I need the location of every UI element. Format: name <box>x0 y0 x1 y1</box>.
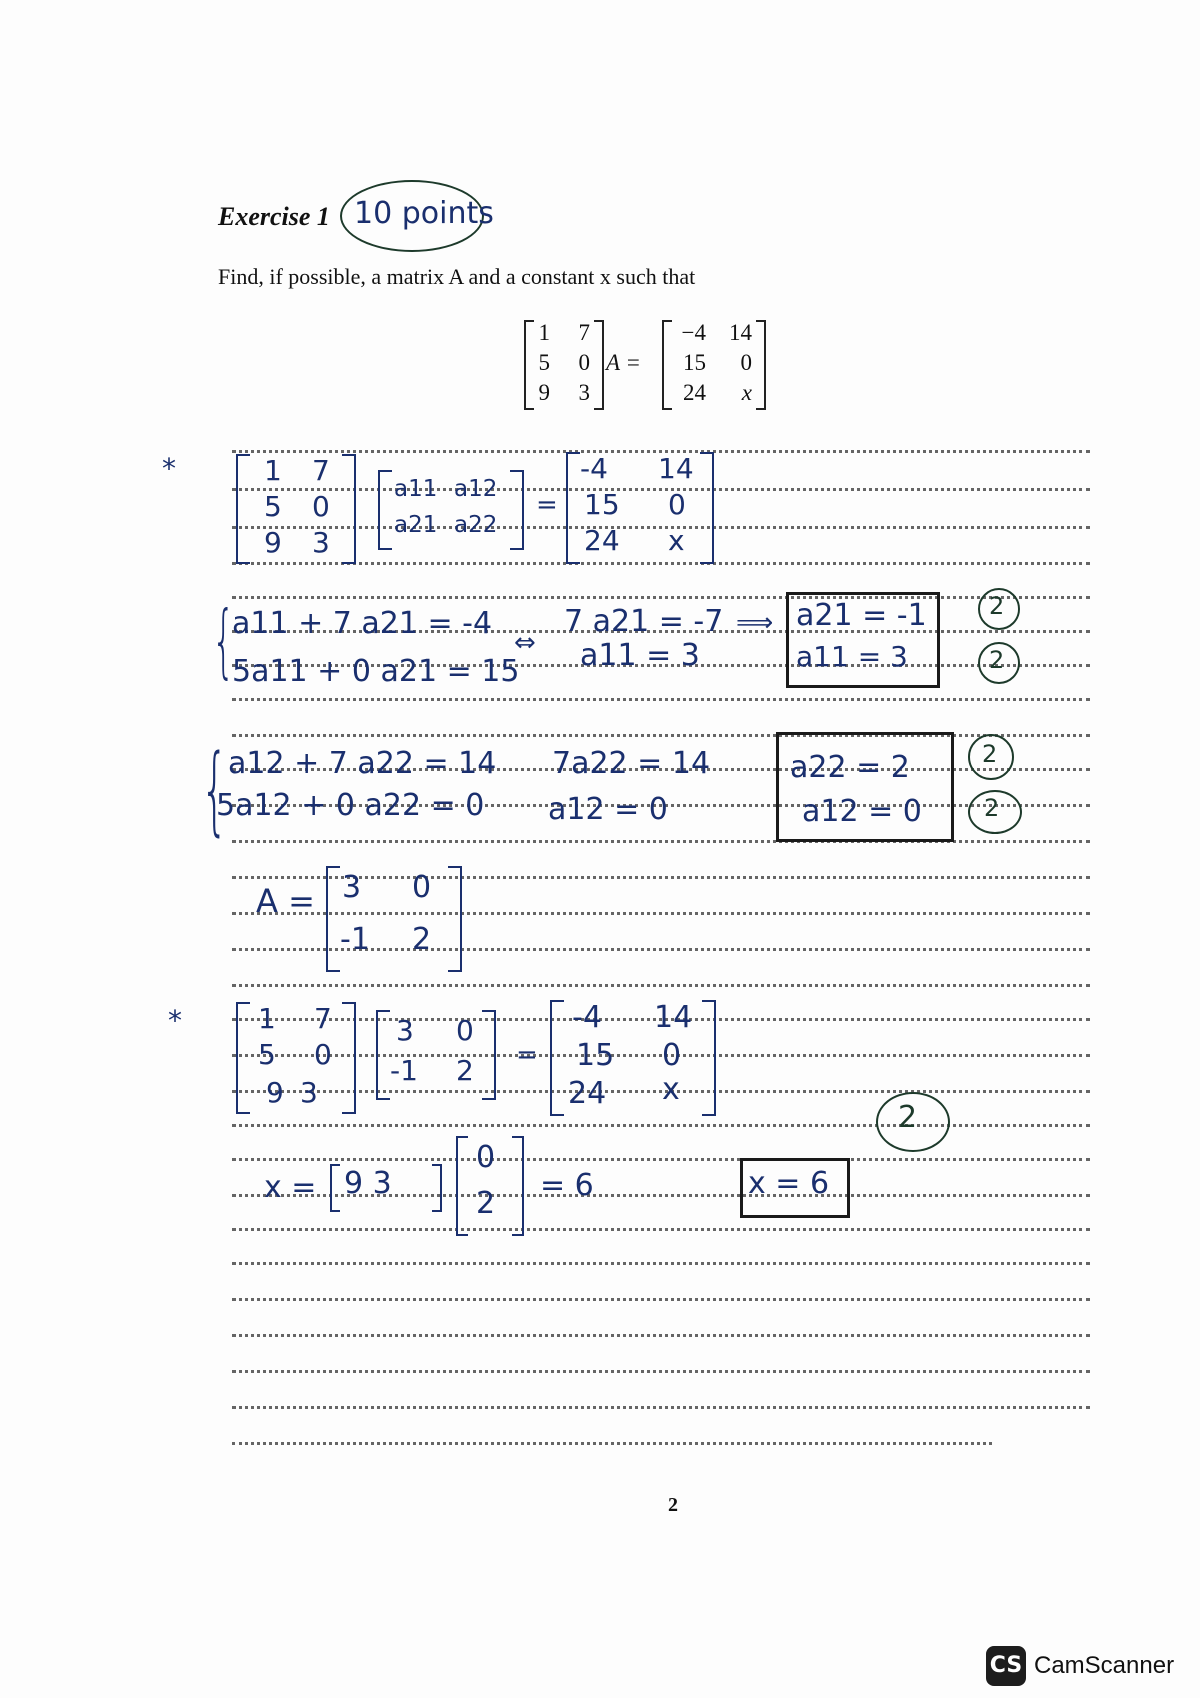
score: 2 <box>984 794 1000 822</box>
system2-box1: a22 = 2 <box>790 750 910 785</box>
step1-unknown-matrix: a11 a12 a21 a22 <box>378 470 524 550</box>
system2-brace: { <box>200 734 229 846</box>
equation-variable: A = <box>606 350 641 375</box>
system2-box2: a12 = 0 <box>802 794 922 829</box>
score: 2 <box>989 592 1005 620</box>
system2-eq2: 5a12 + 0 a22 = 0 <box>216 788 485 823</box>
star-marker: * <box>162 452 176 485</box>
camscanner-logo-icon: CS <box>986 1646 1026 1686</box>
printed-matrix-left: 1 7 5 0 9 3 <box>524 320 604 410</box>
check-matrix-m1: 1 7 5 0 9 3 <box>236 1000 356 1114</box>
system1-arrow2: ⟹ <box>736 608 774 638</box>
step1-rhs-matrix: -4 14 15 0 24 x <box>566 450 714 566</box>
system1-arrow: ⇔ <box>514 628 536 658</box>
exercise-title: Exercise 1 <box>218 202 330 231</box>
system1-eq2: 5a11 + 0 a21 = 15 <box>232 654 520 689</box>
system2-res2: a12 = 0 <box>548 792 668 827</box>
x-calc-result: = 6 <box>540 1168 594 1203</box>
camscanner-brand: CamScanner <box>1034 1652 1175 1679</box>
system1-res1: 7 a21 = -7 <box>564 604 724 639</box>
system1-brace: { <box>211 594 235 687</box>
system1-res2: a11 = 3 <box>580 638 700 673</box>
check-rhs-matrix: -4 14 15 0 24 x <box>550 1000 716 1116</box>
system1-eq1: a11 + 7 a21 = -4 <box>232 606 493 641</box>
system1-box1: a21 = -1 <box>796 598 927 633</box>
x-calc-column-vector: 0 2 <box>456 1136 524 1236</box>
points-note: 10 points <box>354 196 494 231</box>
check-matrix-m2: 3 0 -1 2 <box>376 1010 496 1100</box>
exercise-prompt: Find, if possible, a matrix A and a constant x such that <box>218 264 696 289</box>
step1-matrix-m1: 1 7 5 0 9 3 <box>236 452 356 564</box>
result-a-matrix: 3 0 -1 2 <box>326 866 462 972</box>
system2-res1: 7a22 = 14 <box>552 746 711 781</box>
x-calc-row-vector: 9 3 <box>330 1164 442 1212</box>
page-number: 2 <box>668 1494 678 1516</box>
check-equals: = <box>516 1040 538 1070</box>
x-final: x = 6 <box>748 1166 830 1201</box>
x-calc-lhs: x = <box>264 1170 317 1205</box>
score: 2 <box>982 740 998 768</box>
score: 2 <box>989 646 1005 674</box>
result-a-label: A = <box>256 882 315 920</box>
printed-matrix-right: −4 14 15 0 24 x <box>662 320 766 410</box>
system1-box2: a11 = 3 <box>796 640 908 673</box>
step1-equals: = <box>536 490 558 520</box>
score: 2 <box>898 1100 918 1135</box>
system2-eq1: a12 + 7 a22 = 14 <box>228 746 497 781</box>
star-marker-2: * <box>168 1004 182 1037</box>
